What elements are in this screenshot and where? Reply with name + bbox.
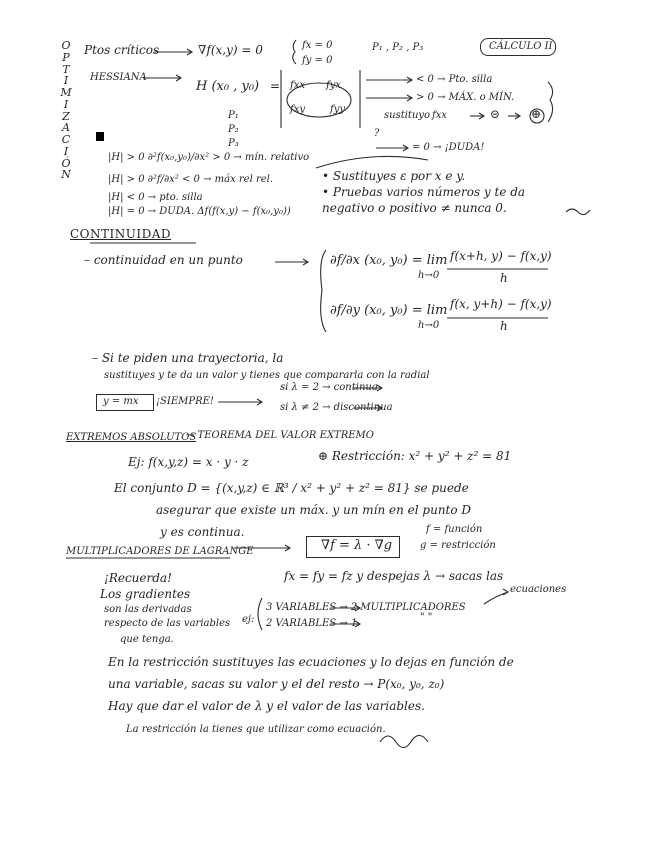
calculo-tag-box <box>480 38 556 56</box>
two-variables: 2 VARIABLES → 1 <box>266 618 358 629</box>
hessian-rule-3: |H| < 0 → pto. silla <box>108 192 203 203</box>
partial-x-denominator: h <box>500 271 508 285</box>
continuity-case-1: si λ = 2 → continua <box>280 382 378 393</box>
hessian-equals: = <box>270 79 281 93</box>
gradientes-line-3: respecto de las variables <box>104 618 231 629</box>
positive-sign: ⊕ <box>531 107 542 121</box>
restriccion-line-2: una variable, sacas su valor y el del resto → P(x₀, y₀, z₀) <box>108 677 445 691</box>
point-p2: P₂ <box>228 124 239 135</box>
siempre-label: ¡SIEMPRE! <box>156 396 214 407</box>
gradientes-line-2: son las derivadas <box>104 604 192 615</box>
hessian-symbol: H (x₀ , y₀) <box>196 79 260 94</box>
partial-y-def: ∂f/∂y (x₀, y₀) = lim <box>330 303 448 318</box>
ditto-marks: " " <box>420 612 433 623</box>
result-maxmin: > 0 → MÁX. o MÍN. <box>416 92 515 103</box>
point-p1: P₁ <box>228 110 239 121</box>
fyy-entry: fyy <box>330 104 345 115</box>
fxx-circled: fxx <box>432 110 447 121</box>
gradientes-line-4: que tenga. <box>120 634 174 645</box>
partial-y-denominator: h <box>500 319 508 333</box>
ptos-criticos-label: Ptos críticos <box>84 43 160 57</box>
restriccion-line-1: En la restricción sustituyes las ecuaciones y lo dejas en función de <box>108 655 514 669</box>
f-funcion: f = función <box>426 524 483 535</box>
fy-condition: fy = 0 <box>302 55 333 66</box>
conjunto-line: El conjunto D = {(x,y,z) ∈ ℝ³ / x² + y² + z² = 81} se puede <box>114 481 469 495</box>
fyx-entry: fyx <box>326 80 341 91</box>
y-mx-text: y = mx <box>103 396 139 407</box>
trayectoria-line-1: – Si te piden una trayectoria, la <box>92 351 284 365</box>
partial-x-numerator: f(x+h, y) − f(x,y) <box>450 249 552 263</box>
restriction: ⊕ Restricción: x² + y² + z² = 81 <box>318 449 512 463</box>
negative-sign: ⊝ <box>490 107 501 121</box>
continua-line: y es continua. <box>160 525 245 539</box>
recuerda-label: ¡Recuerda! <box>104 571 172 585</box>
note-pruebas: • Pruebas varios números y te da <box>322 185 526 199</box>
three-variables: 3 VARIABLES → 2 MULTIPLICADORES <box>266 602 466 613</box>
example-function: Ej: f(x,y,z) = x · y · z <box>128 455 249 469</box>
extremos-heading: EXTREMOS ABSOLUTOS <box>66 432 197 443</box>
note-sustituyes: • Sustituyes ε por x e y. <box>322 169 466 183</box>
continuity-case-2: si λ ≠ 2 → discontinua <box>280 402 393 413</box>
note-negativo: negativo o positivo ≠ nunca 0. <box>322 201 507 215</box>
lagrange-formula: ∇f = λ · ∇g <box>321 538 393 553</box>
partial-y-numerator: f(x, y+h) − f(x,y) <box>450 297 552 311</box>
teorema-label: → TEOREMA DEL VALOR EXTREMO <box>186 430 374 441</box>
calculo-tag: CÁLCULO II <box>489 41 553 52</box>
hessian-rule-2: |H| > 0 ∂²f/∂x² < 0 → máx rel rel. <box>108 174 274 185</box>
sustituyo-label: sustituyo <box>384 110 431 121</box>
result-saddle: < 0 → Pto. silla <box>416 74 493 85</box>
continuidad-heading: CONTINUIDAD <box>70 227 172 241</box>
hessian-rule-4: |H| = 0 → DUDA. Δf(f(x,y) − f(x₀,y₀)) <box>108 206 291 217</box>
partial-y-limit: h→0 <box>418 320 440 331</box>
lagrange-heading: MULTIPLICADORES DE LAGRANGE <box>66 546 254 557</box>
ecuaciones-word: ecuaciones <box>510 584 567 595</box>
question-mark: ? <box>374 128 380 139</box>
gradient-condition: ∇f(x,y) = 0 <box>198 43 263 57</box>
critical-points: P₁ , P₂ , P₃ <box>372 42 424 53</box>
continuidad-label: – continuidad en un punto <box>84 253 243 267</box>
restriccion-line-4: La restricción la tienes que utilizar como ecuación. <box>126 724 386 735</box>
despejas-line: fx = fy = fz y despejas λ → sacas las <box>284 569 504 583</box>
g-restriccion: g = restricción <box>420 540 496 551</box>
restriccion-line-3: Hay que dar el valor de λ y el valor de las variables. <box>108 699 425 713</box>
optimizacion-side-label: O P T I M I Z A C I Ó N <box>60 39 72 182</box>
point-p3: P₃ <box>228 138 239 149</box>
fxy-entry: fxy <box>290 104 305 115</box>
y-mx-box <box>96 394 154 411</box>
gradientes-line-1: Los gradientes <box>100 587 191 601</box>
fxx-entry: fxx <box>290 80 305 91</box>
result-duda: = 0 → ¡DUDA! <box>412 142 485 153</box>
lagrange-formula-box <box>306 536 400 558</box>
ej-label: ej: <box>242 614 255 625</box>
partial-x-def: ∂f/∂x (x₀, y₀) = lim <box>330 253 448 268</box>
hessian-rule-1: |H| > 0 ∂²f(x₀,y₀)/∂x² > 0 → mín. relativo <box>108 152 310 163</box>
fx-condition: fx = 0 <box>302 40 333 51</box>
asegurar-line: asegurar que existe un máx. y un mín en el punto D <box>156 503 472 517</box>
hessiana-label: HESSIANA <box>90 72 147 83</box>
partial-x-limit: h→0 <box>418 270 440 281</box>
trayectoria-line-2: sustituyes y te da un valor y tienes que compararla con la radial <box>104 370 430 381</box>
